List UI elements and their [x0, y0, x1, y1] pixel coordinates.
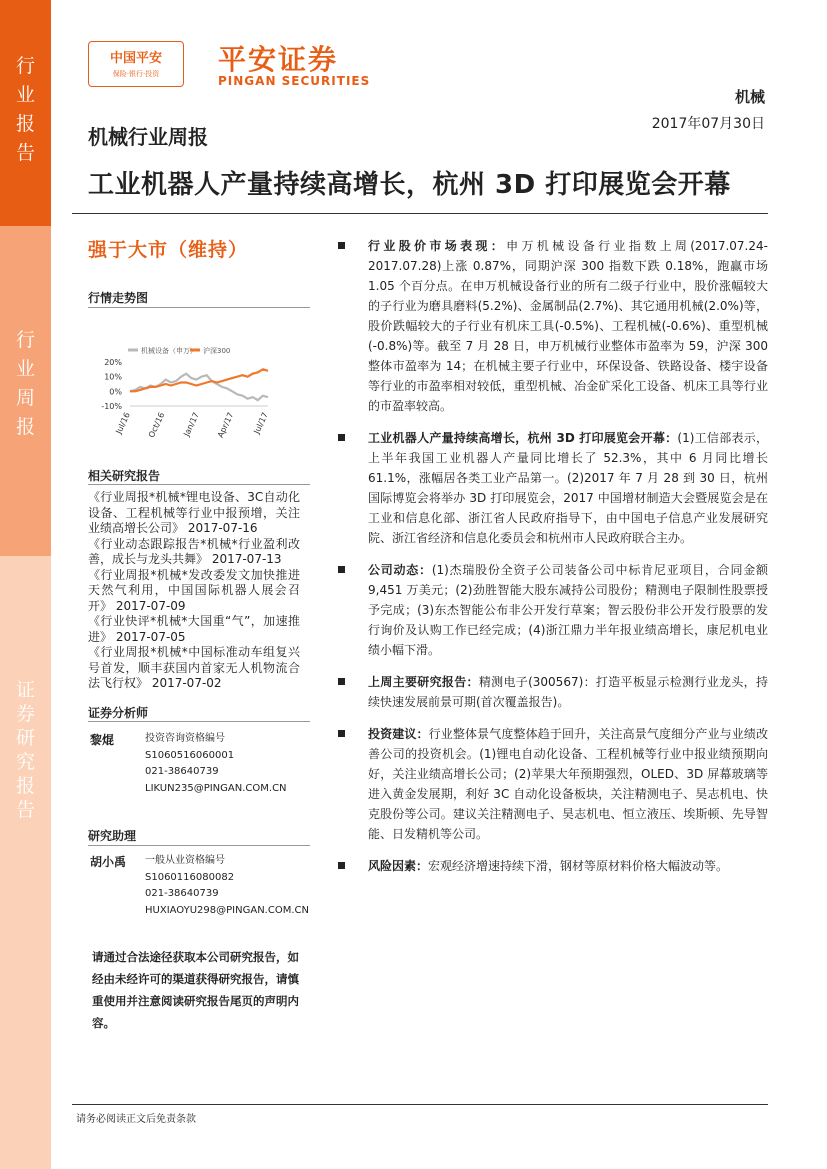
analyst-name: 黎焜: [90, 733, 115, 747]
sidebar-label-research: 证 券 研 究 报 告: [0, 556, 51, 1169]
y-tick-label: -10%: [101, 402, 122, 411]
divider: [88, 307, 310, 308]
bullet-square-icon: [338, 242, 345, 249]
divider: [88, 845, 310, 846]
assistant-qualification: 一般从业资格编号: [145, 855, 225, 866]
analyst-section-title: 证券分析师: [88, 706, 149, 720]
analyst-qualification: 投资咨询资格编号: [145, 733, 225, 744]
ping-an-securities-logo-en: PINGAN SECURITIES: [218, 74, 371, 88]
analyst-email[interactable]: LIKUN235@PINGAN.COM.CN: [145, 782, 287, 794]
related-report-item[interactable]: 《行业周报*机械*发改委发文加快推进天然气利用，中国国际机器人展会召开》 2017-07-09: [88, 567, 300, 613]
industry-label: 机械: [734, 88, 765, 106]
y-tick-label: 0%: [109, 387, 122, 397]
assistant-section-title: 研究助理: [88, 829, 137, 843]
x-tick-label: Jul/17: [252, 411, 270, 436]
x-tick-label: Jul/16: [114, 411, 132, 436]
footer-disclaimer[interactable]: 请务必阅读正文后免责条款: [76, 1114, 196, 1125]
chart-series: [130, 369, 268, 400]
market-trend-chart: [88, 338, 288, 458]
bullet-text: 宏观经济增速持续下滑，钢材等原材料价格大幅波动等。: [428, 859, 729, 873]
report-series: 机械行业周报: [88, 125, 208, 149]
chart-section-title: 行情走势图: [88, 291, 149, 305]
ping-an-securities-logo: 平安证券: [218, 43, 339, 76]
summary-bullets: [338, 236, 768, 888]
ping-an-logo: [88, 41, 184, 87]
y-tick-label: 20%: [104, 358, 122, 367]
bullet-square-icon: [338, 566, 345, 573]
bullet-market-performance: [338, 236, 768, 416]
bullet-text: (1)杰瑞股份全资子公司装备公司中标肯尼亚项目，合同金额 9,451 万美元；(2)劲胜智能大股东减持公司股份；精测电子限制性股票授予完成；(3)东杰智能公布非公开发行草案；智云股份非公开发行股票的发行询价及认购工作已经完成；(4)浙江鼎力半年报业绩高增长，康尼机电业绩小幅下滑。: [368, 563, 768, 657]
series-line: [130, 369, 268, 391]
bullet-square-icon: [338, 730, 345, 737]
bullet-text: 行业整体景气度整体趋于回升，关注高景气度细分产业与业绩改善公司的投资机会。(1)锂电自动化设备、工程机械等行业中报业绩预期向好，关注业绩高增长公司；(2)苹果大年预期强烈，OLED、3D 屏幕玻璃等进入黄金发展期，利好 3C 自动化设备板块，关注精测电子、昊志机电、快克股份等公司。建议关注精测电子、昊志机电、恒立液压、埃斯顿、先导智能、日发精机等公司。: [368, 727, 768, 841]
disclaimer-notice: 请通过合法途径获取本公司研究报告，如经由未经许可的渠道获得研究报告，请慎重使用并注意阅读研究报告尾页的声明内容。: [92, 950, 299, 1030]
y-tick-label: 10%: [104, 372, 122, 382]
bullet-company-news: [338, 560, 768, 660]
divider: [88, 484, 310, 485]
assistant-phone: 021-38640739: [145, 888, 219, 899]
bullet-weekly-reports: [338, 672, 768, 712]
rating-badge: 强于大市（维持）: [88, 239, 249, 261]
x-axis: [114, 411, 270, 439]
legend-label: 沪深300: [203, 347, 231, 355]
bullet-label: 工业机器人产量持续高增长，杭州 3D 打印展览会开幕：: [368, 431, 678, 445]
report-date: 2017年07月30日: [651, 116, 765, 132]
chart-legend: [128, 346, 230, 355]
related-reports-list: [88, 490, 300, 692]
related-report-item[interactable]: 《行业周报*机械*锂电设备、3C自动化设备、工程机械等行业中报预增，关注业绩高增长公司》 2017-07-16: [88, 490, 300, 535]
y-axis: [101, 358, 268, 411]
analyst-phone: 021-38640739: [145, 766, 219, 777]
bullet-robot-output: [338, 428, 768, 548]
assistant-details: [145, 853, 309, 919]
bullet-text: 精测电子(300567)：打造平板显示检测行业龙头，持续快速发展前景可期(首次覆盖报告)。: [368, 675, 768, 709]
related-report-item[interactable]: 《行业动态跟踪报告*机械*行业盈利改善，成长与龙头共舞》 2017-07-13: [88, 536, 300, 566]
bullet-label: 行业股价市场表现：: [368, 239, 507, 253]
related-report-item[interactable]: 《行业快评*机械*大国重“气”，加速推进》 2017-07-05: [88, 614, 300, 644]
divider: [88, 721, 310, 722]
sidebar-label-weekly: 行 业 周 报: [0, 226, 51, 556]
page-title: 工业机器人产量持续高增长，杭州 3D 打印展览会开幕: [88, 170, 731, 200]
bullet-investment-advice: [338, 724, 768, 844]
related-reports-title: 相关研究报告: [88, 469, 161, 483]
related-report-item[interactable]: 《行业周报*机械*中国标准动车组复兴号首发，顺丰获国内首家无人机物流合法飞行权》 2017-07-02: [88, 645, 300, 690]
assistant-license: S1060116080082: [145, 871, 235, 883]
bullet-risk-factors: [338, 856, 768, 876]
analyst-details: [145, 731, 287, 797]
ping-an-logo-subtext: 保险·银行·投资: [112, 70, 160, 78]
header-divider: [72, 213, 768, 214]
x-tick-label: Apr/17: [215, 411, 236, 440]
bullet-square-icon: [338, 434, 345, 441]
bullet-label: 上周主要研究报告：: [368, 675, 479, 689]
bullet-label: 投资建议：: [368, 727, 429, 741]
legend-label: 机械设备（申万）: [141, 347, 197, 355]
bullet-text: (1)工信部表示，上半年我国工业机器人产量同比增长了 52.3%，其中 6 月同比增长 61.1%，涨幅居各类工业产品第一。(2)2017 年 7 月 28 到 30 日，杭州国际博览会将举办 3D 打印展览会，2017 中国增材制造大会暨展览会是在工业和信息化部、浙江省人民政府指导下，由中国电子信息产业发展研究院、浙江省经济和信息化委员会和杭州市人民政府联合主办。: [368, 431, 769, 545]
bullet-square-icon: [338, 862, 345, 869]
sidebar: [0, 0, 51, 1169]
sidebar-label-report-type: 行 业 报 告: [0, 0, 51, 226]
footer-divider: [72, 1104, 768, 1105]
assistant-name: 胡小禹: [90, 855, 127, 869]
x-tick-label: Oct/16: [146, 411, 167, 440]
assistant-email[interactable]: HUXIAOYU298@PINGAN.COM.CN: [145, 904, 309, 916]
ping-an-logo-text: 中国平安: [109, 51, 162, 66]
bullet-square-icon: [338, 678, 345, 685]
x-tick-label: Jan/17: [181, 411, 201, 438]
bullet-text: 申万机械设备行业指数上周(2017.07.24-2017.07.28)上涨 0.87%，同期沪深 300 指数下跌 0.18%，跑赢市场 1.05 个百分点。在申万机械设备行业的所有二级子行业中，股价涨幅较大的子行业为磨具磨料(5.2%)、金属制品(2.7%)、其它通用机械(2.0%)等，股价跌幅较大的子行业有机床工具(-0.5%)、工程机械(-0.6%)、重型机械(-0.8%)等。截至 7 月 28 日，申万机械行业整体市盈率为 59，沪深 300 整体市盈率为 14；在机械主要子行业中，环保设备、铁路设备、楼宇设备等行业的市盈率相对较低，重型机械、冶金矿采化工设备、机床工具等行业的市盈率较高。: [368, 239, 768, 413]
bullet-label: 风险因素：: [368, 859, 429, 873]
bullet-label: 公司动态：: [368, 563, 432, 577]
analyst-license: S1060516060001: [145, 749, 235, 761]
